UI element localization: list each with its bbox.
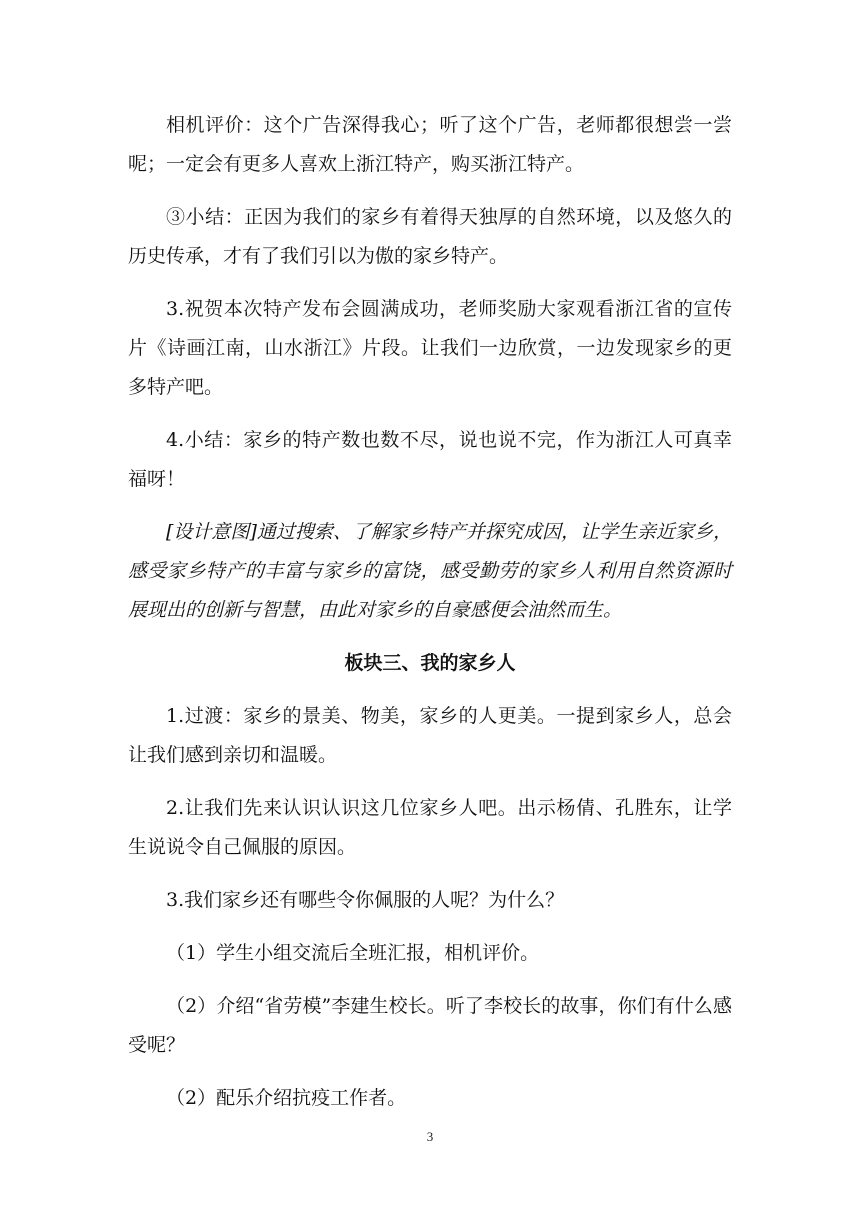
- page-body: [128, 106, 732, 1132]
- paragraph-evaluation: 相机评价：这个广告深得我心；听了这个广告，老师都很想尝一尝呢；一定会有更多人喜欢上浙江特产，购买浙江特产。: [128, 114, 732, 175]
- page-number: 3: [426, 1129, 434, 1144]
- paragraph-step-3: 3.祝贺本次特产发布会圆满成功，老师奖励大家观看浙江省的宣传片《诗画江南，山水浙江》片段。让我们一边欣赏，一边发现家乡的更多特产吧。: [128, 298, 732, 398]
- paragraph-summary: ③小结：正因为我们的家乡有着得天独厚的自然环境，以及悠久的历史传承，才有了我们引以为傲的家乡特产。: [128, 206, 732, 267]
- paragraph-step-4: 4.小结：家乡的特产数也数不尽，说也说不完，作为浙江人可真幸福呀！: [128, 429, 732, 490]
- paragraph-sub-3: （2）配乐介绍抗疫工作者。: [166, 1087, 407, 1109]
- paragraph-transition: 1.过渡：家乡的景美、物美，家乡的人更美。一提到家乡人，总会让我们感到亲切和温暖。: [128, 705, 732, 766]
- paragraph-introduce-people: 2.让我们先来认识认识这几位家乡人吧。出示杨倩、孔胜东，让学生说说令自己佩服的原因。: [128, 797, 732, 858]
- paragraph-question: 3.我们家乡还有哪些令你佩服的人呢？为什么？: [166, 889, 565, 911]
- paragraph-sub-2: （2）介绍“省劳模”李建生校长。听了李校长的故事，你们有什么感受呢？: [128, 995, 732, 1056]
- section-heading: 板块三、我的家乡人: [344, 652, 516, 674]
- paragraph-sub-1: （1）学生小组交流后全班汇报，相机评价。: [166, 942, 540, 964]
- paragraph-design-intent: [设计意图]通过搜索、了解家乡特产并探究成因，让学生亲近家乡，感受家乡特产的丰富与家乡的富饶，感受勤劳的家乡人利用自然资源时展现出的创新与智慧，由此对家乡的自豪感便会油然而生。: [128, 521, 732, 621]
